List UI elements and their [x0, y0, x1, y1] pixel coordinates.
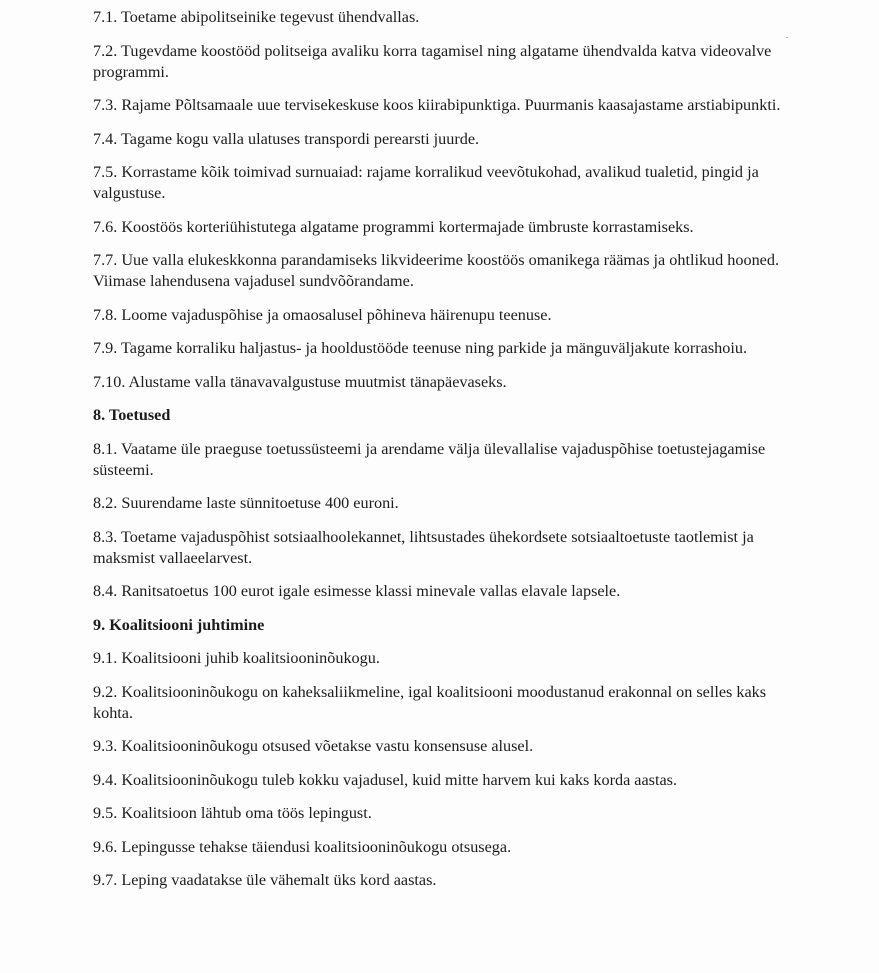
- paragraph-7-9: 7.9. Tagame korraliku haljastus- ja hooldustööde teenuse ning parkide ja mänguväljakute korrashoiu.: [93, 339, 747, 357]
- paragraph-9-3: 9.3. Koalitsiooninõukogu otsused võetakse vastu konsensuse alusel.: [93, 737, 534, 755]
- paragraph-7-1: 7.1. Toetame abipolitseinike tegevust ühendvallas.: [93, 8, 420, 26]
- paragraph-7-5: 7.5. Korrastame kõik toimivad surnuaiad: rajame korralikud veevõtukohad, avalikud tualetid, pingid ja valgustuse.: [93, 163, 759, 202]
- paragraph-7-3: 7.3. Rajame Põltsamaale uue tervisekeskuse koos kiirabipunktiga. Puurmanis kaasajastame arstiabipunkti.: [93, 96, 781, 114]
- document-body: [93, 7, 793, 904]
- paragraph-9-1: 9.1. Koalitsiooni juhib koalitsiooninõukogu.: [93, 649, 380, 667]
- paragraph-7-7: 7.7. Uue valla elukeskkonna parandamiseks likvideerime koostöös omanikega räämas ja ohtlikud hooned. Viimase lahendusena vajadusel sundvõõrandame.: [93, 251, 779, 290]
- section-9-heading: 9. Koalitsiooni juhtimine: [93, 615, 265, 634]
- paragraph-9-6: 9.6. Lepingusse tehakse täiendusi koalitsiooninõukogu otsusega.: [93, 837, 512, 856]
- paragraph-7-4: 7.4. Tagame kogu valla ulatuses transpordi perearsti juurde.: [93, 129, 480, 148]
- paragraph-8-1: 8.1. Vaatame üle praeguse toetussüsteemi ja arendame välja ülevallalise vajaduspõhise toetustejagamise süsteemi.: [93, 439, 766, 479]
- paragraph-8-2: 8.2. Suurendame laste sünnitoetuse 400 euroni.: [93, 494, 399, 512]
- paragraph-8-3: 8.3. Toetame vajaduspõhist sotsiaalhoolekannet, lihtsustades ühekordsete sotsiaaltoetuste taotlemist ja maksmist vallaeelarvest.: [93, 527, 754, 567]
- paragraph-7-6: 7.6. Koostöös korteriühistutega algatame programmi kortermajade ümbruste korrastamiseks.: [93, 217, 694, 236]
- paragraph-7-8: 7.8. Loome vajaduspõhise ja omaosalusel põhineva häirenupu teenuse.: [93, 305, 552, 324]
- section-8-heading: 8. Toetused: [93, 406, 171, 424]
- paragraph-7-10: 7.10. Alustame valla tänavavalgustuse muutmist tänapäevaseks.: [93, 372, 507, 391]
- paragraph-9-7: 9.7. Leping vaadatakse üle vähemalt üks kord aastas.: [93, 871, 437, 889]
- paragraph-9-5: 9.5. Koalitsioon lähtub oma töös lepingust.: [93, 804, 372, 822]
- paragraph-8-4: 8.4. Ranitsatoetus 100 eurot igale esimesse klassi minevale vallas elavale lapsele.: [93, 582, 621, 600]
- paragraph-9-2: 9.2. Koalitsiooninõukogu on kaheksaliikmeline, igal koalitsiooni moodustanud erakonnal on selles kaks kohta.: [93, 682, 767, 722]
- paragraph-9-4: 9.4. Koalitsiooninõukogu tuleb kokku vajadusel, kuid mitte harvem kui kaks korda aastas.: [93, 770, 677, 789]
- paragraph-7-2: 7.2. Tugevdame koostööd politseiga avaliku korra tagamisel ning algatame ühendvalda katva videovalve programmi.: [93, 41, 772, 81]
